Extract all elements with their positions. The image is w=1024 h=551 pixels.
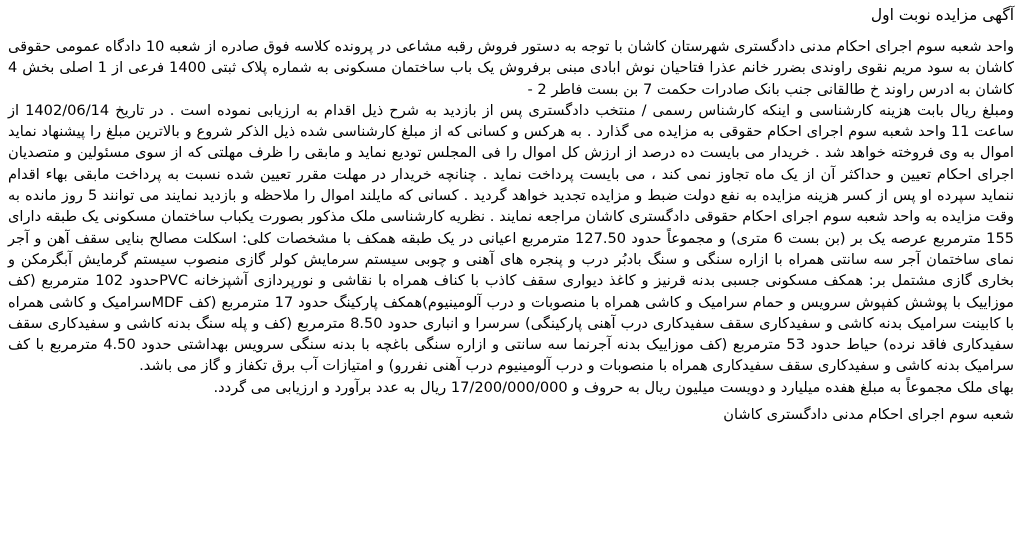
notice-title: آگهی مزایده نوبت اول <box>870 6 1014 24</box>
notice-paragraph-case: واحد شعبه سوم اجرای احکام مدنی دادگستری شهرستان کاشان با توجه به دستور فروش رقبه مشاعی در پرونده کلاسه فوق صادره از شعبه 10 دادگاه عمومی حقوقی کاشان به سود مریم نقوی راوندی بضرر خانم عذرا فتاحیان نوش ابادی مبنی برفروش یک باب ساختمان مسکونی به شماره پلاک ثبتی 1400 فرعی از 1 اصلی بخش 4 کاشان به ادرس راوند خ طالقانی جنب بانک صادرات حکمت 7 بن بست فاطر 2 - <box>8 38 1015 98</box>
notice-paragraph-terms: ومبلغ ریال بابت هزینه کارشناسی و اینکه کارشناس رسمی / منتخب دادگستری پس از بازدید به شرح ذیل اقدام به ارزیابی نموده است . در تاریخ 1402/06/14 از ساعت 11 واحد شعبه سوم اجرای احکام حقوقی به مزایده می گذارد . به هرکس و کسانی که از مبلغ کارشناسی شده ذیل الذکر شروع و بالاترین مبلغ را پیشنهاد نماید اموال به وی فروخته خواهد شد . خریدار می بایست ده درصد از ارزش کل اموال را فی المجلس تودیع نماید و مابقی را ظرف مهلتی که از سوی مسئولین و متصدیان اجرای احکام تعیین و حداکثر آن از یک ماه تجاوز نمی کند ، می بایست پرداخت نماید . چنانچه خریدار در مهلت مقرر تعیین شده نسبت به پرداخت مابقی بهاء اقدام ننماید سپرده او پس از کسر هزینه مزایده به نفع دولت ضبط و مزایده تجدید خواهد گردید . کسانی که مایلند اموال را ملاحظه و بازدید نمایند می توانند 5 روز مانده به وقت مزایده به واحد شعبه سوم اجرای احکام حقوقی دادگستری کاشان مراجعه نمایند . نظریه کارشناسی ملک مذکور بصورت یکباب ساختمان مسکونی یک طبقه دارای 155 مترمربع عرصه یک بر (بن بست 6 متری) و مجموعاً حدود 127.50 مترمربع اعیانی در یک طبقه همکف با مشخصات کلی: اسکلت مصالح بنایی سقف آهن و آجر نمای ساختمان آجر سه سانتی همراه با ازاره سنگی و سنگ بادبُر درب و پنجره های آهنی و چوبی سیستم سرمایش کولر گازی منصوب سیستم گرمایش آبگرمکن و بخاری گازی مشتمل بر: همکف مسکونی جسبی بدنه قرنیز و کاغذ دیواری سقف کاذب با کناف همراه با نقاشی و نورپردازی آشپزخانه PVCحدود 102 مترمربع (کف موزاییک با پوشش کفپوش سرویس و حمام سرامیک و کاشی همراه با منصوبات و درب آلومینیوم)همکف پارکینگ حدود 17 مترمربع (کف MDFسرامیک و کاشی همراه با کابینت سرامیک بدنه کاشی و سفیدکاری سقف سفیدکاری درب آهنی پارکینگی) سرسرا و انباری حدود 8.50 مترمربع (کف و پله سنگ بدنه کاشی و سفیدکاری سقف سفیدکاری فاقد نرده) حیاط حدود 53 مترمربع (کف موزاییک بدنه آجرنما سه سانتی و ازاره سنگی باغچه با بدنه سنگی سرویس بهداشتی حدود 4.50 مترمربع با کف سرامیک بدنه کاشی و سفیدکاری سقف سفیدکاری همراه با منصوبات و درب آلومینیوم درب آهنی نفررو) و امتیازات آب برق تکفاز و گاز می باشد. <box>8 101 1015 375</box>
auction-notice <box>8 4 1014 426</box>
notice-signature: شعبه سوم اجرای احکام مدنی دادگستری کاشان <box>723 406 1014 424</box>
notice-paragraph-valuation: بهای ملک مجموعاً به مبلغ هفده میلیارد و دویست میلیون ریال به حروف و 17/200/000/000 ریال به عدد برآورد و ارزیابی می گردد. <box>213 378 1014 396</box>
